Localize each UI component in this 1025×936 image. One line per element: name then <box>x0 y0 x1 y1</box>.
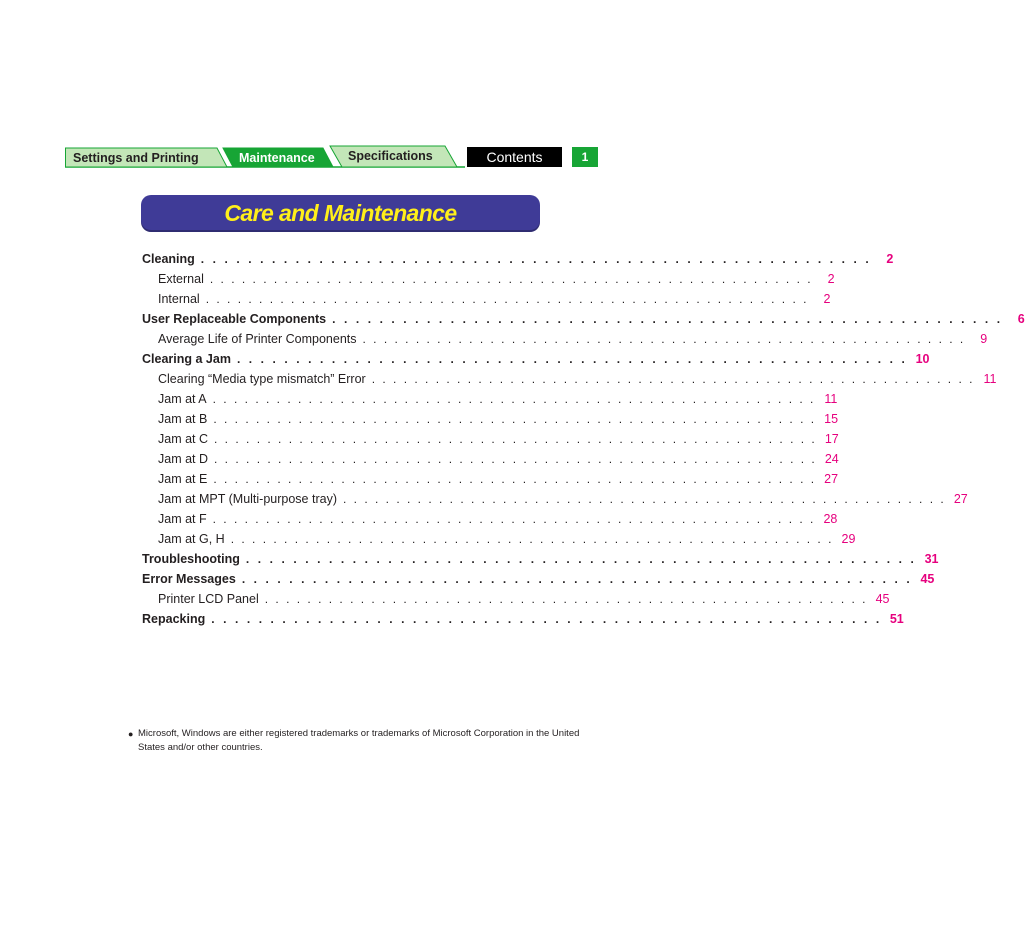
toc-entry[interactable] <box>142 469 839 489</box>
toc-entry-label: Jam at G, H <box>158 532 225 546</box>
table-of-contents <box>142 249 1025 629</box>
toc-entry-page[interactable]: 24 <box>824 452 839 466</box>
toc-entry[interactable] <box>142 389 838 409</box>
toc-entry-page[interactable]: 10 <box>915 352 930 366</box>
toc-entry[interactable] <box>142 509 838 529</box>
toc-entry-label: Clearing “Media type mismatch” Error <box>158 372 366 386</box>
tab-specifications[interactable]: Specifications <box>348 149 433 163</box>
toc-entry-label: Error Messages <box>142 572 236 586</box>
toc-entry-page[interactable]: 11 <box>824 392 838 406</box>
toc-entry[interactable] <box>142 429 839 449</box>
tab-bar <box>65 146 598 168</box>
toc-entry-label: Jam at A <box>158 392 207 406</box>
toc-entry-page[interactable]: 27 <box>824 472 839 486</box>
toc-entry[interactable] <box>142 549 939 569</box>
toc-entry-label: External <box>158 272 204 286</box>
toc-entry-label: Repacking <box>142 612 206 626</box>
toc-entry-page[interactable]: 45 <box>920 572 935 586</box>
toc-entry-page[interactable]: 6 <box>1017 312 1025 326</box>
toc-dot-leader: . . . . . . . . . . . . . . . . . . . . . . . . . . . . . . . . . . . . . . . . . . . . . . . . . . . . . . . . . <box>342 492 946 506</box>
toc-entry[interactable] <box>142 609 904 629</box>
toc-entry[interactable] <box>142 249 894 269</box>
toc-entry-label: Internal <box>158 292 200 306</box>
toc-entry-page[interactable]: 28 <box>823 512 838 526</box>
toc-entry-label: Troubleshooting <box>142 552 240 566</box>
toc-entry[interactable] <box>142 569 935 589</box>
title-banner <box>141 195 540 232</box>
toc-entry[interactable] <box>142 329 988 349</box>
toc-entry-page[interactable]: 2 <box>823 292 831 306</box>
toc-entry-label: Jam at E <box>158 472 208 486</box>
toc-entry-page[interactable]: 27 <box>953 492 968 506</box>
toc-dot-leader: . . . . . . . . . . . . . . . . . . . . . . . . . . . . . . . . . . . . . . . . . . . . . . . . . . . . . . . . . <box>211 612 882 626</box>
page-title: Care and Maintenance <box>224 200 457 226</box>
tab-maintenance[interactable]: Maintenance <box>239 151 315 165</box>
toc-dot-leader: . . . . . . . . . . . . . . . . . . . . . . . . . . . . . . . . . . . . . . . . . . . . . . . . . . . . . . . . . <box>212 392 816 406</box>
toc-entry-page[interactable]: 9 <box>980 332 988 346</box>
toc-entry-label: Jam at B <box>158 412 208 426</box>
toc-entry-label: Jam at MPT (Multi-purpose tray) <box>158 492 337 506</box>
toc-entry[interactable] <box>142 269 835 289</box>
toc-entry-label: Cleaning <box>142 252 195 266</box>
toc-dot-leader: . . . . . . . . . . . . . . . . . . . . . . . . . . . . . . . . . . . . . . . . . . . . . . . . . . . . . . . . . <box>230 532 834 546</box>
toc-dot-leader: . . . . . . . . . . . . . . . . . . . . . . . . . . . . . . . . . . . . . . . . . . . . . . . . . . . . . . . . . <box>212 512 816 526</box>
toc-dot-leader: . . . . . . . . . . . . . . . . . . . . . . . . . . . . . . . . . . . . . . . . . . . . . . . . . . . . . . . . . <box>213 472 817 486</box>
toc-dot-leader: . . . . . . . . . . . . . . . . . . . . . . . . . . . . . . . . . . . . . . . . . . . . . . . . . . . . . . . . . <box>245 552 917 566</box>
trademark-footnote <box>128 727 598 755</box>
contents-button[interactable]: Contents <box>467 147 562 167</box>
toc-dot-leader: . . . . . . . . . . . . . . . . . . . . . . . . . . . . . . . . . . . . . . . . . . . . . . . . . . . . . . . . . <box>205 292 809 306</box>
footnote-text: Microsoft, Windows are either registered trademarks or trademarks of Microsoft Corporation in the United States and/or other countries. <box>138 728 580 753</box>
toc-entry[interactable] <box>142 309 1025 329</box>
toc-entry-page[interactable]: 15 <box>824 412 839 426</box>
toc-dot-leader: . . . . . . . . . . . . . . . . . . . . . . . . . . . . . . . . . . . . . . . . . . . . . . . . . . . . . . . . . <box>264 592 868 606</box>
toc-entry[interactable] <box>142 289 831 309</box>
toc-entry-page[interactable]: 29 <box>841 532 856 546</box>
toc-entry-page[interactable]: 31 <box>924 552 939 566</box>
toc-dot-leader: . . . . . . . . . . . . . . . . . . . . . . . . . . . . . . . . . . . . . . . . . . . . . . . . . . . . . . . . . <box>213 412 817 426</box>
toc-dot-leader: . . . . . . . . . . . . . . . . . . . . . . . . . . . . . . . . . . . . . . . . . . . . . . . . . . . . . . . . . <box>200 252 872 266</box>
toc-dot-leader: . . . . . . . . . . . . . . . . . . . . . . . . . . . . . . . . . . . . . . . . . . . . . . . . . . . . . . . . . <box>214 452 817 466</box>
toc-entry-page[interactable]: 2 <box>886 252 894 266</box>
toc-dot-leader: . . . . . . . . . . . . . . . . . . . . . . . . . . . . . . . . . . . . . . . . . . . . . . . . . . . . . . . . . <box>214 432 817 446</box>
toc-entry[interactable] <box>142 489 968 509</box>
toc-entry-label: User Replaceable Components <box>142 312 327 326</box>
toc-entry-label: Jam at D <box>158 452 209 466</box>
toc-entry-page[interactable]: 11 <box>983 372 997 386</box>
toc-entry-page[interactable]: 2 <box>827 272 835 286</box>
toc-entry-page[interactable]: 51 <box>889 612 904 626</box>
toc-dot-leader: . . . . . . . . . . . . . . . . . . . . . . . . . . . . . . . . . . . . . . . . . . . . . . . . . . . . . . . . . <box>209 272 813 286</box>
toc-entry-page[interactable]: 17 <box>824 432 839 446</box>
toc-entry-label: Clearing a Jam <box>142 352 231 366</box>
toc-entry[interactable] <box>142 409 839 429</box>
toc-entry[interactable] <box>142 449 839 469</box>
toc-entry[interactable] <box>142 349 930 369</box>
toc-dot-leader: . . . . . . . . . . . . . . . . . . . . . . . . . . . . . . . . . . . . . . . . . . . . . . . . . . . . . . . . . <box>371 372 975 386</box>
toc-entry-label: Average Life of Printer Components <box>158 332 357 346</box>
toc-dot-leader: . . . . . . . . . . . . . . . . . . . . . . . . . . . . . . . . . . . . . . . . . . . . . . . . . . . . . . . . . <box>236 352 908 366</box>
toc-dot-leader: . . . . . . . . . . . . . . . . . . . . . . . . . . . . . . . . . . . . . . . . . . . . . . . . . . . . . . . . . <box>362 332 966 346</box>
toc-entry-label: Printer LCD Panel <box>158 592 259 606</box>
toc-entry[interactable] <box>142 369 997 389</box>
tab-settings-and-printing[interactable]: Settings and Printing <box>73 151 199 165</box>
toc-entry[interactable] <box>142 589 890 609</box>
toc-dot-leader: . . . . . . . . . . . . . . . . . . . . . . . . . . . . . . . . . . . . . . . . . . . . . . . . . . . . . . . . . <box>332 312 1003 326</box>
toc-entry-page[interactable]: 45 <box>875 592 890 606</box>
bullet-icon: ● <box>128 729 134 739</box>
toc-entry[interactable] <box>142 529 856 549</box>
page-number: 1 <box>572 147 598 167</box>
toc-entry-label: Jam at C <box>158 432 209 446</box>
toc-entry-label: Jam at F <box>158 512 207 526</box>
toc-dot-leader: . . . . . . . . . . . . . . . . . . . . . . . . . . . . . . . . . . . . . . . . . . . . . . . . . . . . . . . . . <box>241 572 913 586</box>
